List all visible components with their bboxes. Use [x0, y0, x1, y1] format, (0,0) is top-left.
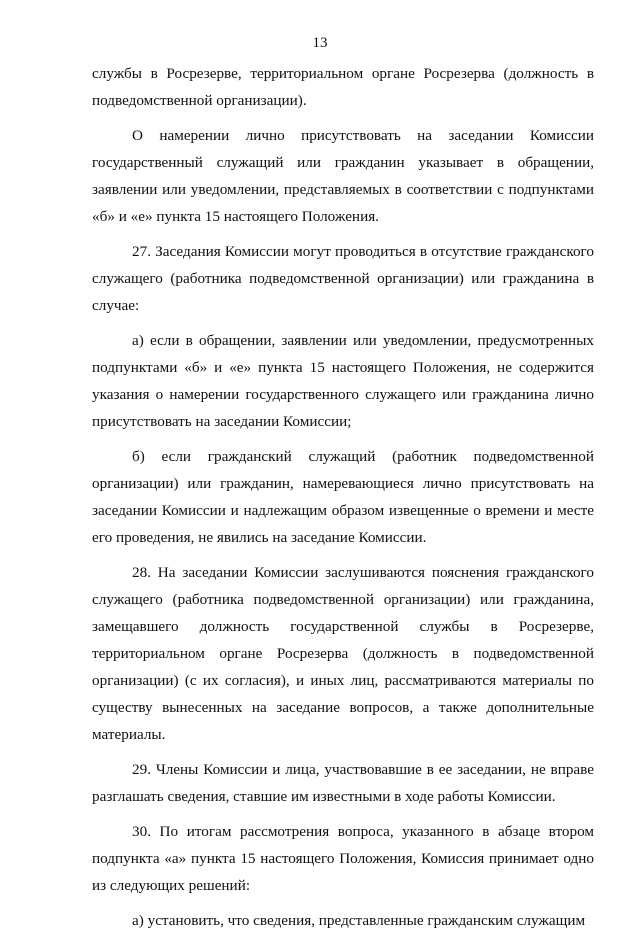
- paragraph-27-a: а) если в обращении, заявлении или уведомлении, предусмотренных подпунктами «б» и «е» пункта 15 настоящего Положения, не содержится указания о намерении государственного служащего или гражданина лично присутствовать на заседании Комиссии;: [92, 332, 594, 430]
- document-body: [92, 60, 594, 934]
- page-number: 13: [312, 35, 328, 51]
- paragraph-28: 28. На заседании Комиссии заслушиваются пояснения гражданского служащего (работника подведомственной организации) или гражданина, замещавшего должность государственной службы в Росрезерве, территориальном органе Росрезерва (должность в подведомственной организации) (с их согласия), и иных лиц, рассматриваются материалы по существу вынесенных на заседание вопросов, а также дополнительные материалы.: [92, 564, 594, 743]
- paragraph-29: 29. Члены Комиссии и лица, участвовавшие в ее заседании, не вправе разглашать сведения, ставшие им известными в ходе работы Комиссии.: [92, 761, 594, 805]
- paragraph-attendance-intent: О намерении лично присутствовать на заседании Комиссии государственный служащий или гражданин указывает в обращении, заявлении или уведомлении, представляемых в соответствии с подпунктами «б» и «е» пункта 15 настоящего Положения.: [92, 127, 594, 225]
- paragraph-30: 30. По итогам рассмотрения вопроса, указанного в абзаце втором подпункта «а» пункта 15 настоящего Положения, Комиссия принимает одно из следующих решений:: [92, 823, 594, 894]
- paragraph-continuation: службы в Росрезерве, территориальном органе Росрезерва (должность в подведомственной организации).: [92, 65, 594, 109]
- paragraph-27: 27. Заседания Комиссии могут проводиться в отсутствие гражданского служащего (работника подведомственной организации) или гражданина в случае:: [92, 243, 594, 314]
- paragraph-30-a: а) установить, что сведения, представленные гражданским служащим: [132, 912, 586, 929]
- paragraph-27-b: б) если гражданский служащий (работник подведомственной организации) или гражданин, намеревающиеся лично присутствовать на заседании Комиссии и надлежащим образом извещенные о времени и месте его проведения, не явились на заседание Комиссии.: [92, 448, 594, 546]
